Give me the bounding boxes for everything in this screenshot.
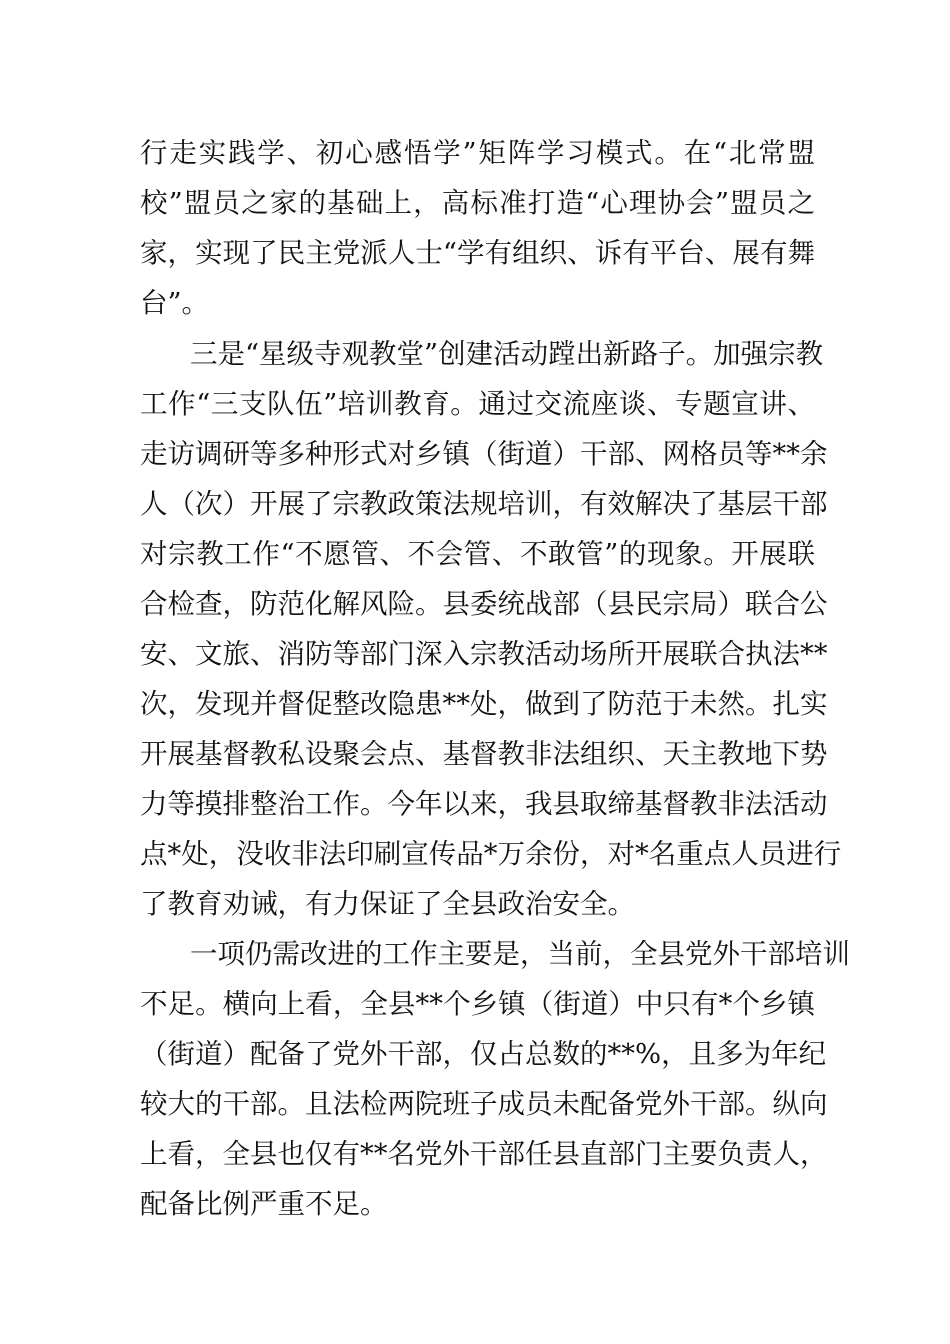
text-line: 人（次）开展了宗教政策法规培训，有效解决了基层干部 bbox=[140, 488, 828, 520]
text-line: 三是“星级寺观教堂”创建活动蹚出新路子。加强宗教 bbox=[190, 338, 824, 370]
text-line: 一项仍需改进的工作主要是，当前，全县党外干部培训 bbox=[190, 938, 850, 970]
text-line: 点*处，没收非法印刷宣传品*万余份，对*名重点人员进行 bbox=[140, 838, 842, 870]
text-line: 不足。横向上看，全县**个乡镇（街道）中只有*个乡镇 bbox=[140, 988, 815, 1020]
text-line: 较大的干部。且法检两院班子成员未配备党外干部。纵向 bbox=[140, 1088, 828, 1120]
text-line: 校”盟员之家的基础上，高标准打造“心理协会”盟员之 bbox=[140, 187, 815, 219]
text-line: 上看，全县也仅有**名党外干部任县直部门主要负责人， bbox=[140, 1138, 828, 1170]
text-line: 走访调研等多种形式对乡镇（街道）干部、网格员等**余 bbox=[140, 438, 828, 470]
text-line: 对宗教工作“不愿管、不会管、不敢管”的现象。开展联 bbox=[140, 538, 815, 570]
text-line: 安、文旅、消防等部门深入宗教活动场所开展联合执法** bbox=[140, 638, 828, 670]
text-line: （街道）配备了党外干部，仅占总数的**%，且多为年纪 bbox=[140, 1038, 827, 1070]
text-line: 家，实现了民主党派人士“学有组织、诉有平台、展有舞 bbox=[140, 237, 815, 269]
text-line: 行走实践学、初心感悟学”矩阵学习模式。在“北常盟 bbox=[140, 137, 815, 169]
text-line: 力等摸排整治工作。今年以来，我县取缔基督教非法活动 bbox=[140, 788, 828, 820]
text-line: 次，发现并督促整改隐患**处，做到了防范于未然。扎实 bbox=[140, 688, 828, 720]
text-line: 开展基督教私设聚会点、基督教非法组织、天主教地下势 bbox=[140, 738, 828, 770]
text-line: 台”。 bbox=[140, 287, 210, 319]
text-line: 工作“三支队伍”培训教育。通过交流座谈、专题宣讲、 bbox=[140, 388, 815, 420]
text-line: 配备比例严重不足。 bbox=[140, 1188, 388, 1220]
text-line: 合检查，防范化解风险。县委统战部（县民宗局）联合公 bbox=[140, 588, 828, 620]
text-line: 了教育劝诫，有力保证了全县政治安全。 bbox=[140, 888, 635, 920]
